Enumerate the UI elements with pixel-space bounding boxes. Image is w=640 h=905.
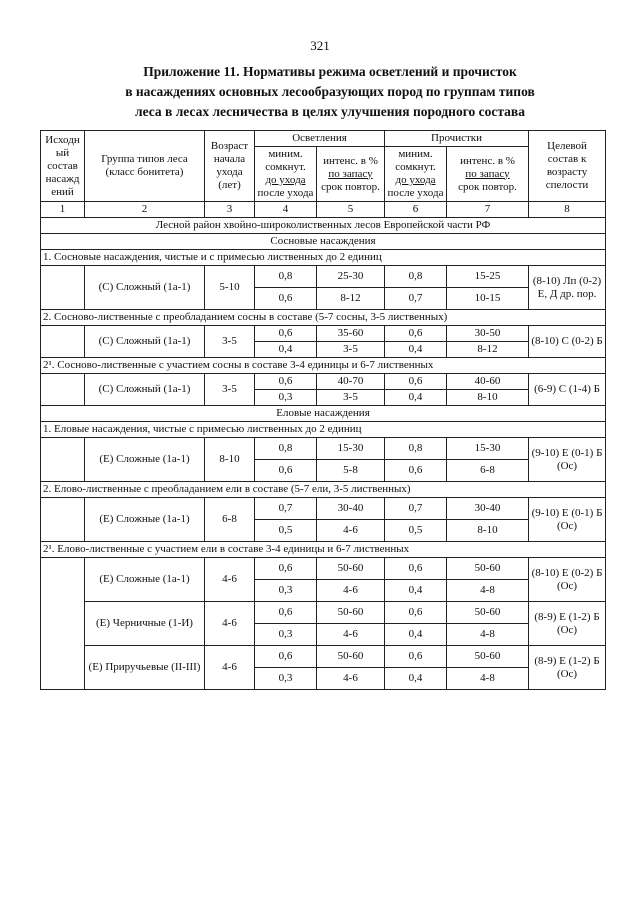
title-line: Приложение 11. Нормативы режима осветлений и прочисток: [143, 64, 517, 79]
subsection-title: 2¹. Сосново-лиственные с участием сосны в составе 3-4 единицы и 6-7 лиственных: [41, 358, 606, 374]
cell-value: 0,8: [385, 266, 447, 288]
column-number: 1: [41, 202, 85, 218]
cell-value: 0,6: [385, 646, 447, 668]
cell-value: 50-60: [447, 602, 529, 624]
cell-value: 50-60: [317, 602, 385, 624]
column-numbers-row: [41, 202, 606, 218]
cell-value: 40-60: [447, 374, 529, 390]
table-row: [41, 326, 606, 342]
column-number: 8: [529, 202, 606, 218]
cell-value: 0,8: [255, 266, 317, 288]
header-initial-composition: Исходн ый состав насажд ений: [41, 131, 85, 202]
region-row: [41, 218, 606, 234]
cell-value: 4-8: [447, 668, 529, 690]
cell-target: (8-10) Лп (0-2) Е, Д др. пор.: [529, 266, 606, 310]
cell-target: (9-10) Е (0-1) Б (Ос): [529, 438, 606, 482]
cell-empty: [41, 266, 85, 310]
header-start-age: Возраст начала ухода (лет): [205, 131, 255, 202]
header-text: срок повтор.: [321, 180, 380, 193]
header-cleaning: Прочистки: [385, 131, 529, 147]
cell-target: (8-10) С (0-2) Б: [529, 326, 606, 358]
cell-value: 4-6: [317, 624, 385, 646]
subsection-row: [41, 542, 606, 558]
cell-value: 0,6: [255, 288, 317, 310]
cell-value: 15-30: [317, 438, 385, 460]
cell-value: 3-5: [317, 342, 385, 358]
header-row: [41, 131, 606, 147]
header-text: интенс. в %: [323, 154, 378, 167]
region-title: Лесной район хвойно-широколиственных лесов Европейской части РФ: [41, 218, 606, 234]
subsection-title: 1. Сосновые насаждения, чистые и с примесью лиственных до 2 единиц: [41, 250, 606, 266]
cell-value: 0,3: [255, 624, 317, 646]
cell-group: (Е) Сложные (1а-1): [85, 558, 205, 602]
cell-empty: [41, 498, 85, 542]
cell-empty: [41, 438, 85, 482]
subsection-row: [41, 358, 606, 374]
cell-value: 0,6: [385, 374, 447, 390]
cell-empty: [41, 326, 85, 358]
column-number: 5: [317, 202, 385, 218]
header-text: по запасу: [465, 167, 510, 180]
cell-value: 0,6: [385, 602, 447, 624]
page-number: 321: [310, 38, 330, 53]
subsection-title: 2. Сосново-лиственные с преобладанием сосны в составе (5-7 сосны, 3-5 лиственных): [41, 310, 606, 326]
cell-value: 35-60: [317, 326, 385, 342]
header-text: срок повтор.: [458, 180, 517, 193]
cell-value: 0,5: [385, 520, 447, 542]
column-number: 4: [255, 202, 317, 218]
subsection-title: 2¹. Елово-лиственные с участием ели в составе 3-4 единицы и 6-7 лиственных: [41, 542, 606, 558]
cell-target: (8-10) Е (0-2) Б (Ос): [529, 558, 606, 602]
column-number: 3: [205, 202, 255, 218]
section-title-spruce: Еловые насаждения: [41, 406, 606, 422]
cell-value: 40-70: [317, 374, 385, 390]
cell-age: 4-6: [205, 646, 255, 690]
cell-target: (8-9) Е (1-2) Б (Ос): [529, 646, 606, 690]
cell-value: 3-5: [317, 390, 385, 406]
column-number: 6: [385, 202, 447, 218]
cell-value: 10-15: [447, 288, 529, 310]
column-number: 7: [447, 202, 529, 218]
cell-value: 0,7: [255, 498, 317, 520]
table-row: [41, 438, 606, 460]
cell-value: 0,4: [255, 342, 317, 358]
cell-target: (9-10) Е (0-1) Б (Ос): [529, 498, 606, 542]
cell-value: 0,3: [255, 390, 317, 406]
cell-group: (С) Сложный (1а-1): [85, 326, 205, 358]
cell-value: 15-25: [447, 266, 529, 288]
cell-value: 0,7: [385, 288, 447, 310]
cell-value: 0,6: [255, 460, 317, 482]
cell-value: 0,3: [255, 580, 317, 602]
header-intensity: [447, 147, 529, 202]
cell-value: 0,6: [255, 558, 317, 580]
cell-value: 0,4: [385, 390, 447, 406]
cell-value: 0,7: [385, 498, 447, 520]
cell-value: 0,8: [385, 438, 447, 460]
cell-value: 4-8: [447, 580, 529, 602]
cell-group: (С) Сложный (1а-1): [85, 374, 205, 406]
cell-value: 8-12: [317, 288, 385, 310]
cell-value: 0,6: [255, 646, 317, 668]
header-text: после ухода: [257, 187, 314, 199]
cell-value: 0,6: [255, 602, 317, 624]
cell-value: 4-6: [317, 520, 385, 542]
cell-group: (С) Сложный (1а-1): [85, 266, 205, 310]
cell-value: 30-40: [447, 498, 529, 520]
cell-value: 0,8: [255, 438, 317, 460]
header-thinning-light: Осветления: [255, 131, 385, 147]
cell-value: 30-40: [317, 498, 385, 520]
header-text: миним. сомкнут.: [265, 148, 306, 173]
cell-value: 30-50: [447, 326, 529, 342]
cell-value: 50-60: [447, 558, 529, 580]
cell-age: 4-6: [205, 602, 255, 646]
cell-value: 0,6: [385, 558, 447, 580]
cell-value: 8-12: [447, 342, 529, 358]
subsection-row: [41, 482, 606, 498]
cell-age: 6-8: [205, 498, 255, 542]
header-min-density: [385, 147, 447, 202]
table-row: [41, 374, 606, 390]
title-line: леса в лесах лесничества в целях улучшения породного состава: [135, 104, 525, 119]
cell-target: (8-9) Е (1-2) Б (Ос): [529, 602, 606, 646]
cell-value: 0,5: [255, 520, 317, 542]
cell-target: (6-9) С (1-4) Б: [529, 374, 606, 406]
cell-value: 0,6: [385, 460, 447, 482]
cell-value: 15-30: [447, 438, 529, 460]
cell-value: 8-10: [447, 520, 529, 542]
cell-value: 50-60: [317, 558, 385, 580]
cell-group: (Е) Сложные (1а-1): [85, 498, 205, 542]
header-text: до ухода: [395, 174, 436, 186]
cell-age: 8-10: [205, 438, 255, 482]
title-line: в насаждениях основных лесообразующих пород по группам типов: [125, 84, 535, 99]
cell-value: 4-6: [317, 668, 385, 690]
header-text: миним. сомкнут.: [395, 148, 436, 173]
subsection-row: [41, 310, 606, 326]
section-row: [41, 406, 606, 422]
norms-table: [40, 130, 606, 690]
subsection-row: [41, 250, 606, 266]
column-number: 2: [85, 202, 205, 218]
cell-value: 50-60: [317, 646, 385, 668]
cell-value: 50-60: [447, 646, 529, 668]
section-title-pine: Сосновые насаждения: [41, 234, 606, 250]
cell-group: (Е) Сложные (1а-1): [85, 438, 205, 482]
table-row: [41, 558, 606, 580]
cell-age: 4-6: [205, 558, 255, 602]
cell-value: 8-10: [447, 390, 529, 406]
cell-empty: [41, 558, 85, 690]
table-row: [41, 498, 606, 520]
subsection-row: [41, 422, 606, 438]
cell-value: 0,6: [255, 326, 317, 342]
cell-value: 4-8: [447, 624, 529, 646]
header-target-composition: Целевой состав к возрасту спелости: [529, 131, 606, 202]
cell-value: 0,4: [385, 668, 447, 690]
header-intensity: [317, 147, 385, 202]
cell-group: (Е) Черничные (1-И): [85, 602, 205, 646]
cell-value: 0,4: [385, 342, 447, 358]
header-text: интенс. в %: [460, 154, 515, 167]
cell-value: 0,6: [255, 374, 317, 390]
cell-value: 0,6: [385, 326, 447, 342]
cell-value: 25-30: [317, 266, 385, 288]
cell-group: (Е) Приручьевые (II-III): [85, 646, 205, 690]
cell-value: 5-8: [317, 460, 385, 482]
header-forest-type-group: Группа типов леса (класс бонитета): [85, 131, 205, 202]
cell-value: 0,3: [255, 668, 317, 690]
subsection-title: 1. Еловые насаждения, чистые с примесью лиственных до 2 единиц: [41, 422, 606, 438]
header-min-density: [255, 147, 317, 202]
table-row: [41, 646, 606, 668]
cell-age: 3-5: [205, 374, 255, 406]
cell-value: 4-6: [317, 580, 385, 602]
cell-age: 3-5: [205, 326, 255, 358]
table-row: [41, 266, 606, 288]
header-text: после ухода: [387, 187, 444, 199]
cell-age: 5-10: [205, 266, 255, 310]
cell-empty: [41, 374, 85, 406]
cell-value: 6-8: [447, 460, 529, 482]
table-row: [41, 602, 606, 624]
section-row: [41, 234, 606, 250]
subsection-title: 2. Елово-лиственные с преобладанием ели в составе (5-7 ели, 3-5 лиственных): [41, 482, 606, 498]
cell-value: 0,4: [385, 624, 447, 646]
cell-value: 0,4: [385, 580, 447, 602]
header-text: до ухода: [265, 174, 306, 186]
header-text: по запасу: [328, 167, 373, 180]
page-title: [60, 62, 600, 122]
